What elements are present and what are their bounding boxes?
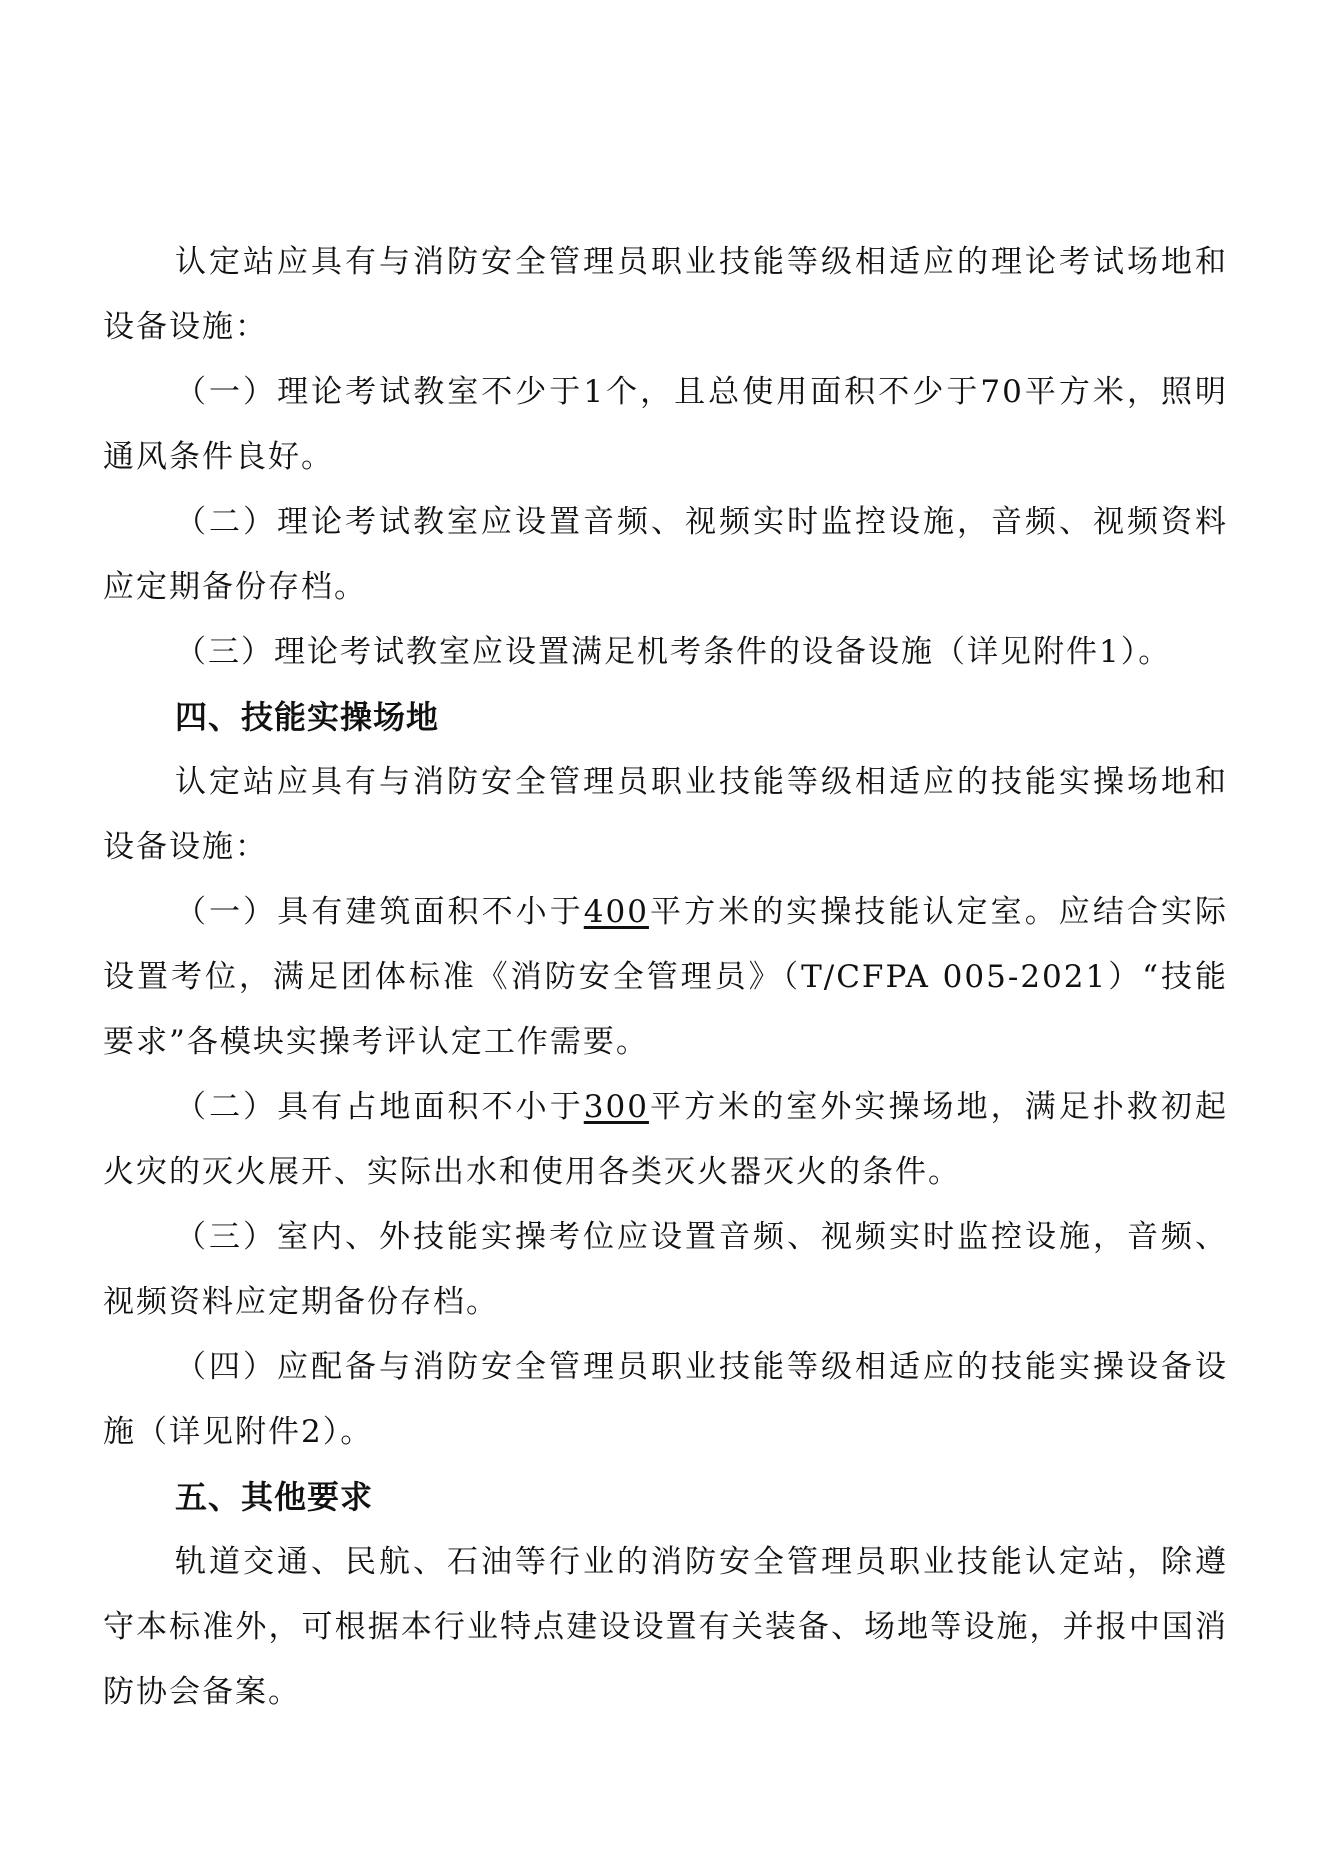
paragraph-theory-classroom-size: （一）理论考试教室不少于1个，且总使用面积不少于70平方米，照明通风条件良好。 bbox=[103, 374, 1228, 475]
underlined-area-value: 400 bbox=[583, 894, 649, 930]
paragraph-skill-venue-intro: 认定站应具有与消防安全管理员职业技能等级相适应的技能实操场地和设备设施： bbox=[103, 764, 1228, 865]
text-segment: （二）具有占地面积不小于 bbox=[175, 1089, 584, 1125]
text-segment: 平方米的室外实操场地，满足扑救初起火灾的灭火展开、实际出水和使用各类灭火器灭火的条件。 bbox=[103, 1089, 1229, 1190]
section-heading-skill-venue: 四、技能实操场地 bbox=[175, 698, 440, 736]
paragraph-theory-computer-exam: （三）理论考试教室应设置满足机考条件的设备设施（详见附件1）。 bbox=[175, 634, 1172, 670]
underlined-area-value: 300 bbox=[583, 1089, 649, 1125]
section-heading-other-requirements: 五、其他要求 bbox=[175, 1478, 374, 1516]
paragraph-industry-stations: 轨道交通、民航、石油等行业的消防安全管理员职业技能认定站，除遵守本标准外，可根据本行业特点建设设置有关装备、场地等设施，并报中国消防协会备案。 bbox=[103, 1544, 1228, 1710]
paragraph-skill-outdoor-site bbox=[103, 1075, 1228, 1205]
paragraph-skill-equipment: （四）应配备与消防安全管理员职业技能等级相适应的技能实操设备设施（详见附件2）。 bbox=[103, 1349, 1228, 1450]
paragraph-skill-indoor-room bbox=[103, 880, 1228, 1075]
paragraph-theory-venue-intro: 认定站应具有与消防安全管理员职业技能等级相适应的理论考试场地和设备设施： bbox=[103, 244, 1228, 345]
text-segment: （一）具有建筑面积不小于 bbox=[175, 894, 584, 930]
paragraph-skill-monitoring: （三）室内、外技能实操考位应设置音频、视频实时监控设施，音频、视频资料应定期备份存档。 bbox=[103, 1219, 1228, 1320]
paragraph-theory-monitoring: （二）理论考试教室应设置音频、视频实时监控设施，音频、视频资料应定期备份存档。 bbox=[103, 504, 1228, 605]
text-segment: 平方米的实操技能认定室。应结合实际设置考位，满足团体标准《消防安全管理员》（T/CFPA 005-2021）“技能要求”各模块实操考评认定工作需要。 bbox=[103, 894, 1229, 1060]
document-body bbox=[103, 230, 1228, 1725]
